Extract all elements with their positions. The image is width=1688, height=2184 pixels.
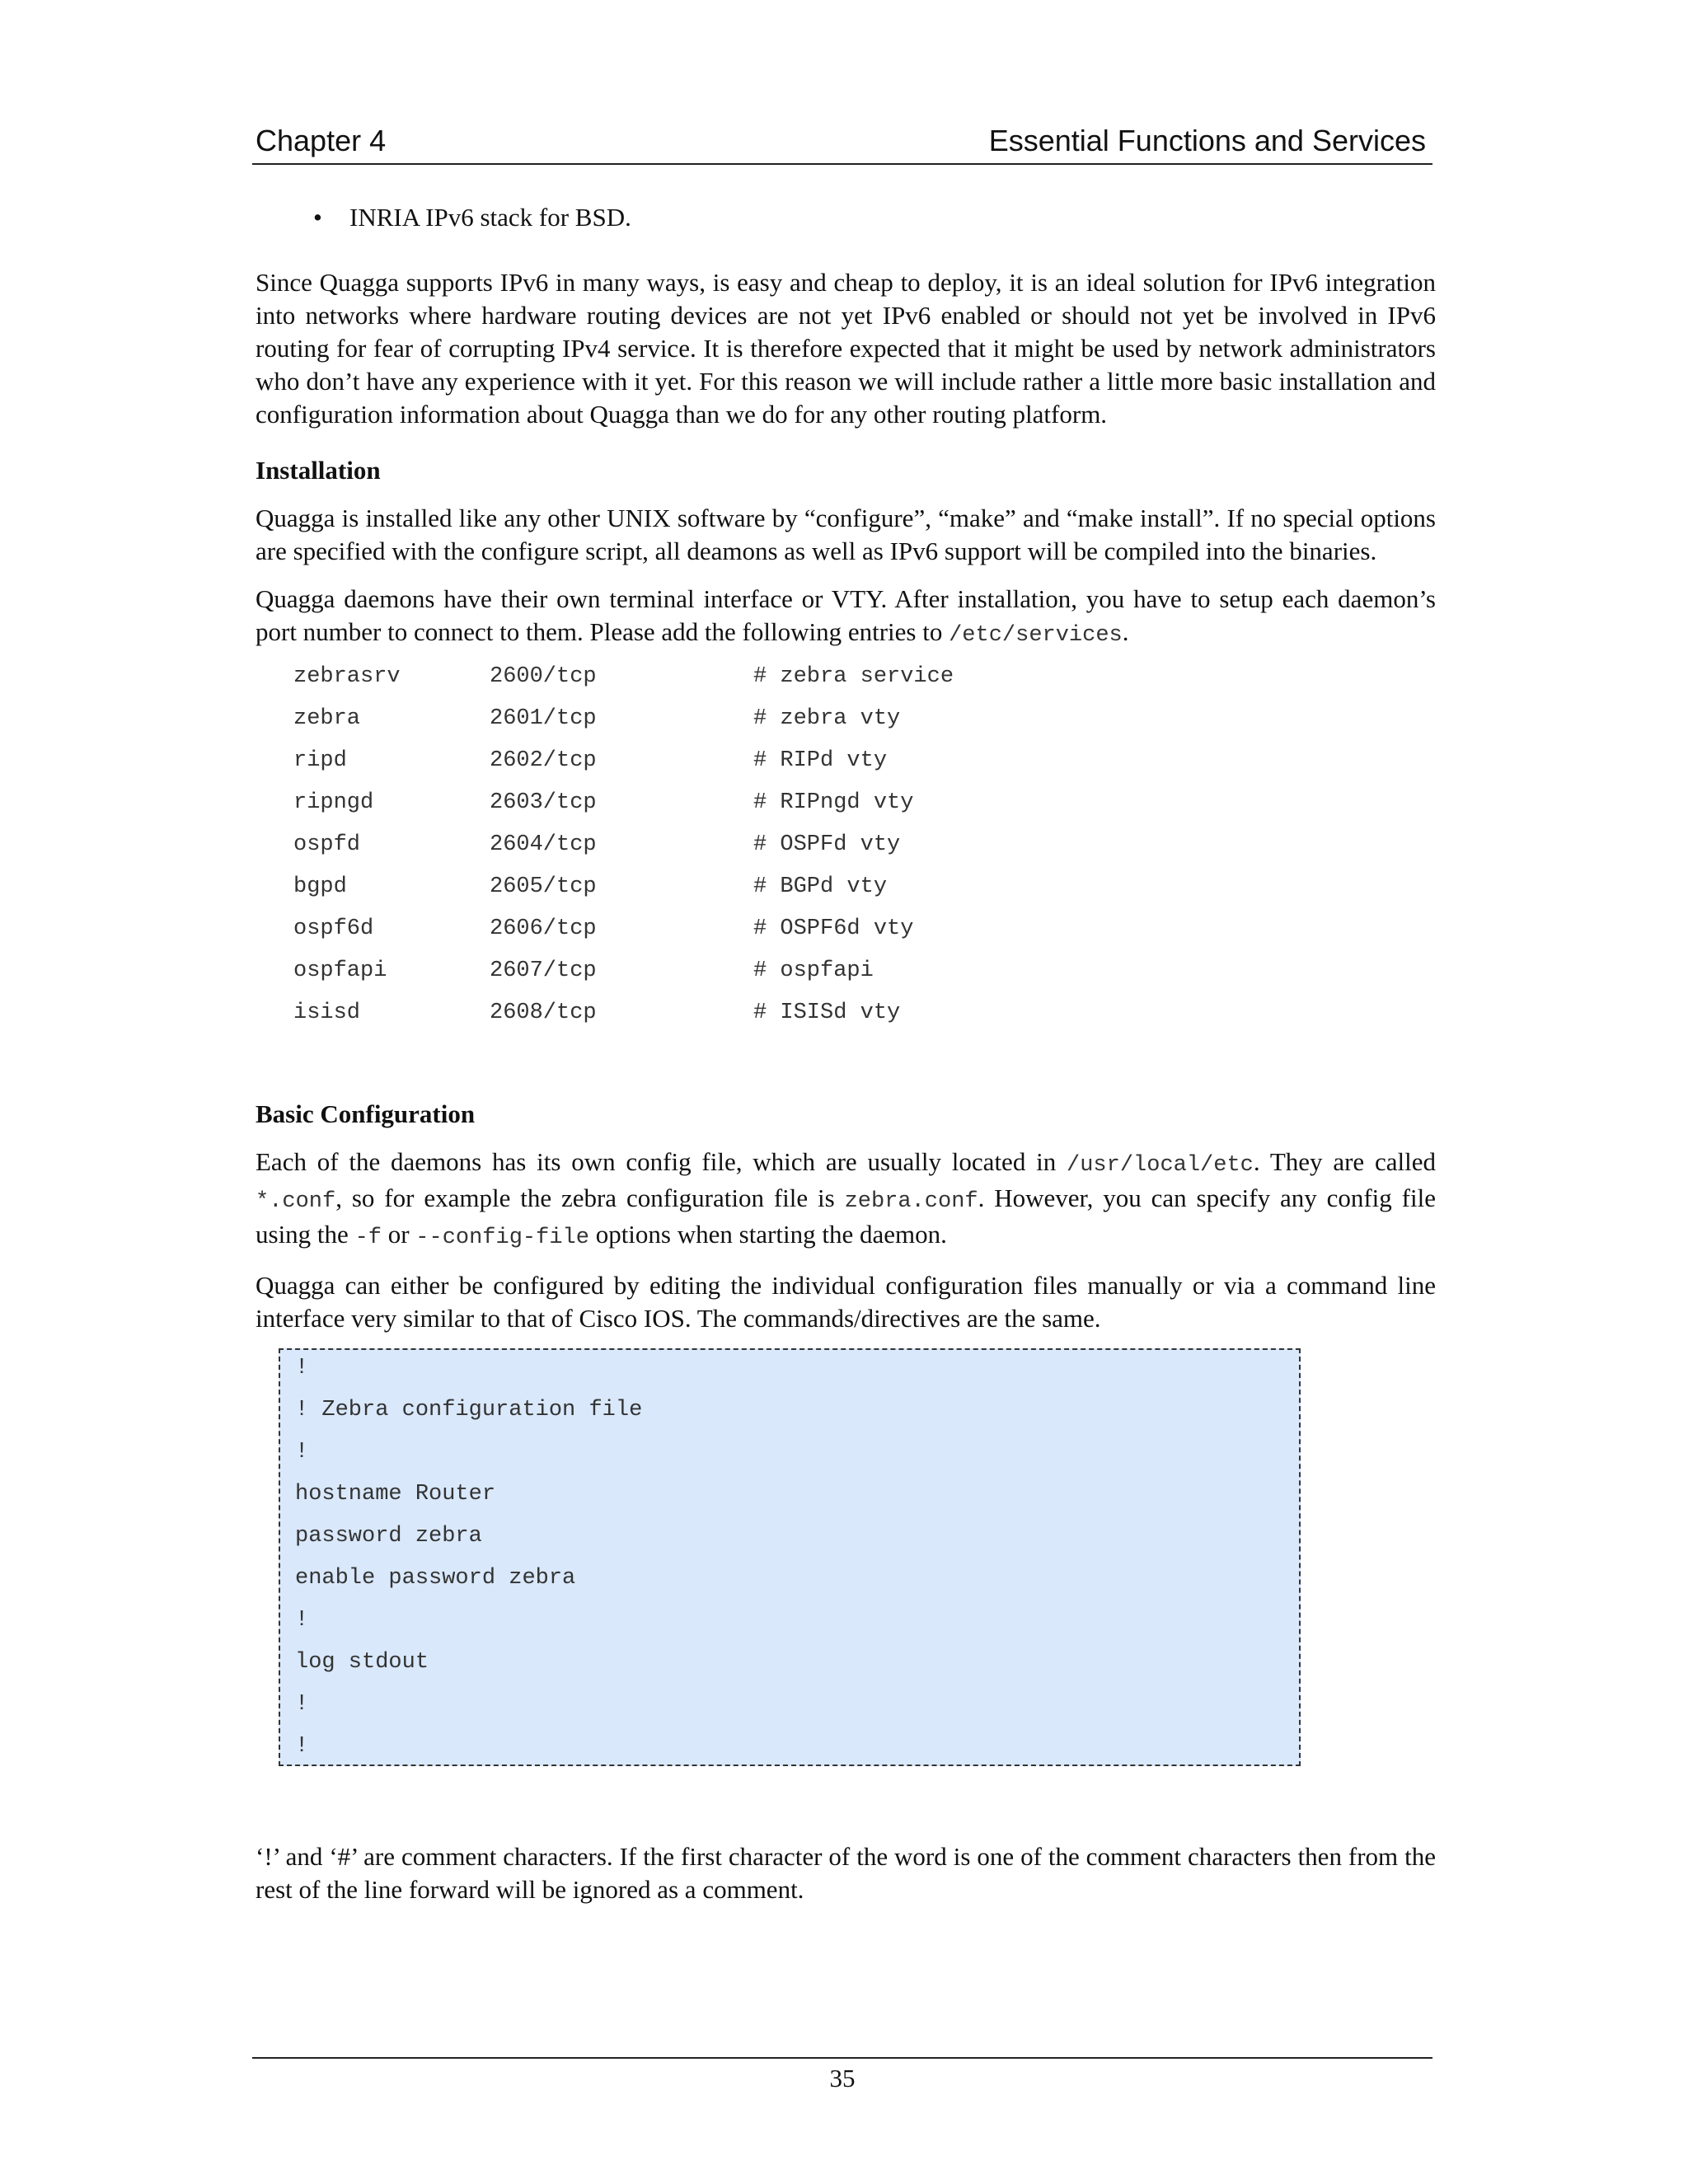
service-row [293,660,1436,702]
service-comment: # RIPngd vty [753,790,914,815]
basic-configuration-paragraph-2: Quagga can either be configured by editing the individual configuration files manually or via a command line interface very similar to that of Cisco IOS. The commands/directives are the same. [256,1271,1436,1333]
inline-code: --config-file [415,1226,589,1250]
service-name: ospfd [293,832,361,857]
service-name: zebrasrv [293,664,401,689]
service-row [293,828,1436,870]
paragraph-text: options when starting the daemon. [588,1220,947,1249]
service-name: ripngd [293,790,374,815]
service-port: 2607/tcp [490,958,597,983]
service-port: 2606/tcp [490,916,597,941]
service-row [293,870,1436,912]
inline-code: /etc/services [949,623,1123,648]
chapter-label: Chapter 4 [256,124,387,157]
bullet-icon: • [313,203,322,232]
installation-heading: Installation [256,456,381,485]
code-line: ! [295,1608,309,1633]
service-port: 2601/tcp [490,706,597,731]
code-line: ! Zebra configuration file [295,1398,643,1422]
services-listing [293,660,1436,1038]
code-line: ! [295,1440,309,1465]
service-comment: # RIPd vty [753,748,888,773]
service-comment: # OSPF6d vty [753,916,914,941]
closing-paragraph: ‘!’ and ‘#’ are comment characters. If the first character of the word is one of the comment characters then from the rest of the line forward will be ignored as a comment. [256,1842,1436,1904]
page-header [252,124,1432,165]
service-comment: # BGPd vty [753,874,888,899]
code-line: password zebra [295,1524,482,1549]
service-row [293,702,1436,744]
basic-configuration-paragraph-1 [256,1146,1436,1254]
code-line: hostname Router [295,1482,496,1507]
paragraph-text: Each of the daemons has its own config file, which are usually located in [256,1147,1067,1176]
service-name: ospfapi [293,958,387,983]
code-line: log stdout [295,1650,429,1675]
service-row [293,744,1436,786]
service-name: ospf6d [293,916,374,941]
service-port: 2605/tcp [490,874,597,899]
service-port: 2604/tcp [490,832,597,857]
paragraph-text: Quagga daemons have their own terminal interface or VTY. After installation, you have to setup each daemon’s port number to connect to them. Please add the following entries to [256,584,1436,646]
chapter-title: Essential Functions and Services [988,124,1426,157]
paragraph-text: , so for example the zebra configuration file is [335,1183,845,1212]
config-code-box [279,1348,1301,1766]
service-comment: # zebra service [753,664,954,689]
installation-paragraph-2 [256,583,1436,652]
service-name: bgpd [293,874,347,899]
code-line: ! [295,1356,309,1380]
paragraph-text: . [1122,617,1129,646]
service-comment: # OSPFd vty [753,832,901,857]
service-port: 2603/tcp [490,790,597,815]
service-row [293,912,1436,954]
paragraph-text: or [381,1220,416,1249]
page-number: 35 [829,2064,856,2093]
footer-rule [252,2057,1432,2059]
service-comment: # ISISd vty [753,1001,901,1025]
bullet-text: INRIA IPv6 stack for BSD. [349,203,631,232]
paragraph-text: . However, you can specify any config file using the [256,1183,1436,1249]
service-name: ripd [293,748,347,773]
service-port: 2602/tcp [490,748,597,773]
service-row [293,954,1436,996]
service-name: isisd [293,1001,361,1025]
service-comment: # zebra vty [753,706,901,731]
paragraph-text: . They are called [1253,1147,1436,1176]
service-row [293,786,1436,828]
intro-paragraph: Since Quagga supports IPv6 in many ways, is easy and cheap to deploy, it is an ideal solution for IPv6 integration into networks where hardware routing devices are not yet IPv6 enabled or should not yet be involved in IPv6 routing for fear of corrupting IPv4 service. It is therefore expected that it might be used by network administrators who don’t have any experience with it yet. For this reason we will include rather a little more basic installation and configuration information about Quagga than we do for any other routing platform. [256,268,1436,429]
inline-code: *.conf [256,1189,336,1214]
service-row [293,996,1436,1038]
installation-paragraph-1: Quagga is installed like any other UNIX software by “configure”, “make” and “make install”. If no special options are specified with the configure script, all deamons as well as IPv6 support will be compiled into the binaries. [256,504,1436,565]
service-comment: # ospfapi [753,958,874,983]
inline-code: -f [354,1226,382,1250]
page-content [256,201,1436,1906]
code-line: ! [295,1734,309,1759]
inline-code: zebra.conf [844,1189,978,1214]
basic-configuration-heading: Basic Configuration [256,1099,476,1128]
inline-code: /usr/local/etc [1067,1153,1254,1178]
service-port: 2600/tcp [490,664,597,689]
code-line: enable password zebra [295,1566,576,1591]
bullet-item [256,201,1436,234]
code-line: ! [295,1692,309,1717]
service-name: zebra [293,706,361,731]
service-port: 2608/tcp [490,1001,597,1025]
